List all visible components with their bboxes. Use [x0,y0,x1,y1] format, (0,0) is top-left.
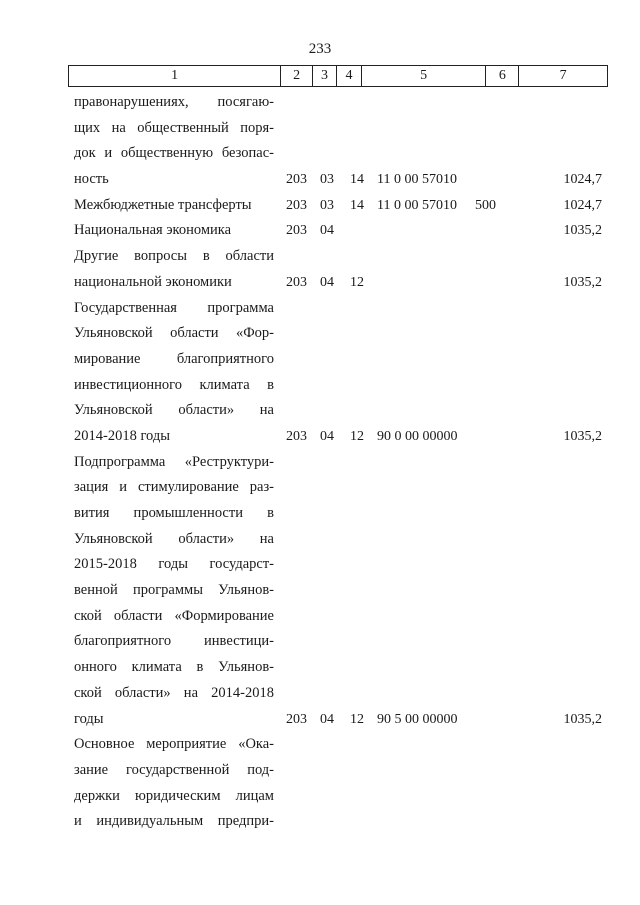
table-line [74,655,614,681]
line-text: Межбюджетные трансферты [74,196,252,213]
header-col-2: 2 [281,66,313,86]
code-column-3: 04 [320,711,334,727]
code-column-5: 11 0 00 57010 [377,197,457,213]
table-line [74,501,614,527]
line-text: зание государственной под- [74,761,274,778]
header-col-3: 3 [313,66,337,86]
table-line [74,167,614,193]
table-line [74,552,614,578]
table-line [74,270,614,296]
code-column-2: 203 [286,197,307,213]
table-line [74,218,614,244]
table-line [74,347,614,373]
code-column-3: 04 [320,274,334,290]
table-line [74,116,614,142]
amount-column-7: 1024,7 [563,172,602,188]
line-text: Государственная программа [74,299,274,316]
line-text: Ульяновской области» на [74,530,274,547]
table-body [74,90,614,835]
amount-column-7: 1024,7 [563,197,602,213]
table-line [74,758,614,784]
table-line [74,809,614,835]
line-text: зация и стимулирование раз- [74,479,274,496]
line-text: док и общественную безопас- [74,145,274,162]
header-col-1: 1 [69,66,281,86]
code-column-2: 203 [286,711,307,727]
line-text: держки юридическим лицам [74,787,274,804]
line-text: и индивидуальным предпри- [74,813,274,830]
code-column-4: 12 [350,274,364,290]
code-column-4: 12 [350,428,364,444]
line-text: благоприятного инвестици- [74,633,274,650]
code-column-3: 04 [320,428,334,444]
table-line [74,578,614,604]
line-text: щих на общественный поря- [74,119,274,136]
table-line [74,527,614,553]
line-text: Национальная экономика [74,222,232,239]
line-text: мирование благоприятного [74,350,274,367]
code-column-2: 203 [286,223,307,239]
table-line [74,296,614,322]
code-column-4: 12 [350,711,364,727]
page-number: 233 [308,41,332,57]
table-line [74,373,614,399]
table-line [74,244,614,270]
table-line [74,604,614,630]
header-col-7: 7 [559,68,567,83]
table-line [74,321,614,347]
table-line [74,475,614,501]
code-column-5: 90 0 00 00000 [377,428,458,444]
line-text: Подпрограмма «Реструктури- [74,453,274,470]
line-text: правонарушениях, посягаю- [74,94,274,110]
table-line [74,784,614,810]
code-column-5: 11 0 00 57010 [377,172,457,188]
code-column-3: 03 [320,197,334,213]
code-column-4: 14 [350,197,364,213]
line-text: 2015-2018 годы государст- [74,556,274,573]
line-text: венной программы Ульянов- [74,582,274,599]
code-column-2: 203 [286,274,307,290]
header-col-4: 4 [337,66,362,86]
code-column-5: 90 5 00 00000 [377,711,458,727]
code-column-3: 03 [320,172,334,188]
table-line [74,450,614,476]
table-line [74,707,614,733]
table-line [74,424,614,450]
line-text: вития промышленности в [74,505,274,521]
code-column-6: 500 [475,197,496,213]
line-text: инвестиционного климата в [74,376,274,393]
amount-column-7: 1035,2 [563,428,602,444]
code-column-2: 203 [286,172,307,188]
line-text: Ульяновской области» на [74,402,274,419]
line-text: онного климата в Ульянов- [74,659,274,676]
amount-column-7: 1035,2 [563,223,602,239]
amount-column-7: 1035,2 [563,711,602,727]
header-col-6: 6 [486,66,519,86]
line-text: 2014-2018 годы [74,427,170,444]
line-text: Основное мероприятие «Ока- [74,736,274,753]
line-text: Другие вопросы в области [74,248,274,265]
table-line [74,732,614,758]
line-text: Ульяновской области «Фор- [74,325,274,342]
table-header-row [68,65,608,87]
line-text: годы [74,710,104,727]
table-line [74,193,614,219]
code-column-2: 203 [286,428,307,444]
line-text: ской области «Формирование [74,607,274,624]
table-line [74,141,614,167]
line-text: ность [74,171,109,188]
code-column-4: 14 [350,172,364,188]
code-column-3: 04 [320,223,334,239]
line-text: национальной экономики [74,273,232,290]
table-line [74,90,614,116]
amount-column-7: 1035,2 [563,274,602,290]
table-line [74,629,614,655]
table-line [74,398,614,424]
line-text: ской области» на 2014-2018 [74,684,274,701]
table-line [74,681,614,707]
header-col-5: 5 [362,66,487,86]
